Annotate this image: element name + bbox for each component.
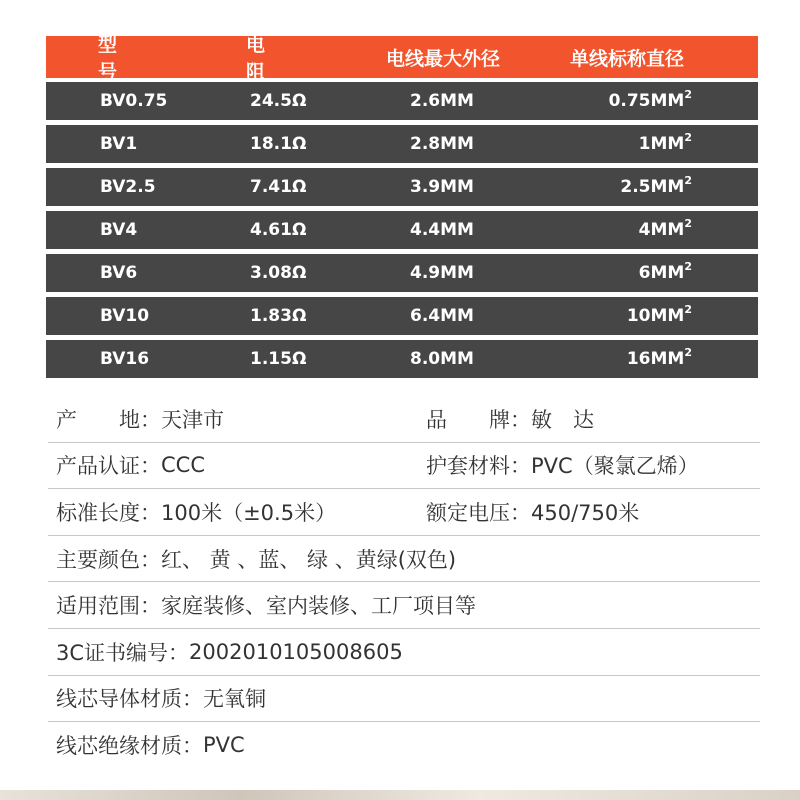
unit-superscript: 2 xyxy=(684,217,692,230)
info-row xyxy=(48,489,760,536)
brand-label: 品 牌： xyxy=(426,407,531,432)
usage-label: 适用范围： xyxy=(56,594,161,619)
table-row xyxy=(46,82,758,120)
unit-superscript: 2 xyxy=(684,303,692,316)
nominal-value: 2.5MM xyxy=(620,177,685,197)
header-resistance: 电 阻 xyxy=(246,34,312,83)
info-row xyxy=(48,676,760,723)
model-cell: BV1 xyxy=(100,134,138,154)
unit-superscript: 2 xyxy=(684,88,692,101)
table-row xyxy=(46,168,758,206)
usage-value: 家庭装修、室内装修、工厂项目等 xyxy=(161,594,476,619)
outer-diameter-cell: 3.9MM xyxy=(410,177,474,197)
nominal-value: 4MM xyxy=(638,220,685,240)
model-cell: BV10 xyxy=(100,306,150,326)
origin-label: 产 地： xyxy=(56,407,161,432)
outer-diameter-cell: 8.0MM xyxy=(410,349,474,369)
model-cell: BV6 xyxy=(100,263,138,283)
nominal-diameter-cell xyxy=(566,346,758,369)
nominal-diameter-cell xyxy=(566,260,758,283)
header-nominal-diameter: 单线标称直径 xyxy=(570,47,685,70)
brand-value: 敏 达 xyxy=(531,407,594,432)
outer-diameter-cell: 4.9MM xyxy=(410,263,474,283)
resistance-cell: 1.83Ω xyxy=(250,306,307,326)
resistance-cell: 24.5Ω xyxy=(250,91,307,111)
info-row xyxy=(48,629,760,676)
header-outer-diameter: 电线最大外径 xyxy=(386,47,501,70)
voltage-label: 额定电压： xyxy=(426,500,531,525)
unit-superscript: 2 xyxy=(684,260,692,273)
unit-superscript: 2 xyxy=(684,346,692,359)
colors-value: 红、 黄 、蓝、 绿 、黄绿(双色) xyxy=(161,547,457,572)
outer-diameter-cell: 4.4MM xyxy=(410,220,474,240)
model-cell: BV0.75 xyxy=(100,91,168,111)
sheath-value: PVC（聚氯乙烯） xyxy=(531,454,699,479)
sheath-label: 护套材料： xyxy=(426,454,531,479)
model-cell: BV2.5 xyxy=(100,177,156,197)
info-row xyxy=(48,582,760,629)
cert-no-value: 2002010105008605 xyxy=(189,639,403,664)
voltage-value: 450/750米 xyxy=(531,500,640,525)
nominal-value: 16MM xyxy=(626,349,685,369)
resistance-cell: 3.08Ω xyxy=(250,263,307,283)
table-row xyxy=(46,211,758,249)
nominal-diameter-cell xyxy=(566,174,758,197)
outer-diameter-cell: 2.6MM xyxy=(410,91,474,111)
insulation-value: PVC xyxy=(203,733,245,758)
table-row xyxy=(46,297,758,335)
certification-label: 产品认证： xyxy=(56,454,161,479)
nominal-value: 1MM xyxy=(638,134,685,154)
cert-no-label: 3C证书编号： xyxy=(56,640,190,665)
bottom-photo-strip xyxy=(0,790,800,800)
outer-diameter-cell: 2.8MM xyxy=(410,134,474,154)
nominal-diameter-cell xyxy=(566,88,758,111)
table-header xyxy=(46,34,758,83)
origin-value: 天津市 xyxy=(161,407,224,432)
nominal-value: 10MM xyxy=(626,306,685,326)
resistance-cell: 1.15Ω xyxy=(250,349,307,369)
spec-table xyxy=(46,36,758,378)
unit-superscript: 2 xyxy=(684,131,692,144)
table-body xyxy=(46,82,758,378)
conductor-value: 无氧铜 xyxy=(203,687,266,712)
unit-superscript: 2 xyxy=(684,174,692,187)
nominal-value: 0.75MM xyxy=(608,91,685,111)
model-cell: BV4 xyxy=(100,220,138,240)
certification-value: CCC xyxy=(161,453,205,478)
info-row xyxy=(48,396,760,443)
nominal-diameter-cell xyxy=(566,217,758,240)
info-row xyxy=(48,722,760,769)
nominal-diameter-cell xyxy=(566,303,758,326)
product-info xyxy=(48,396,760,769)
resistance-cell: 4.61Ω xyxy=(250,220,307,240)
info-row xyxy=(48,443,760,490)
length-label: 标准长度： xyxy=(56,500,161,525)
resistance-cell: 7.41Ω xyxy=(250,177,307,197)
table-row xyxy=(46,254,758,292)
length-value: 100米（±0.5米） xyxy=(161,500,337,525)
nominal-diameter-cell xyxy=(566,131,758,154)
colors-label: 主要颜色： xyxy=(56,547,161,572)
info-row xyxy=(48,536,760,583)
outer-diameter-cell: 6.4MM xyxy=(410,306,474,326)
header-model: 型 号 xyxy=(98,34,160,83)
insulation-label: 线芯绝缘材质： xyxy=(56,734,203,759)
model-cell: BV16 xyxy=(100,349,150,369)
conductor-label: 线芯导体材质： xyxy=(56,687,203,712)
table-row xyxy=(46,125,758,163)
resistance-cell: 18.1Ω xyxy=(250,134,307,154)
table-row xyxy=(46,340,758,378)
nominal-value: 6MM xyxy=(638,263,685,283)
